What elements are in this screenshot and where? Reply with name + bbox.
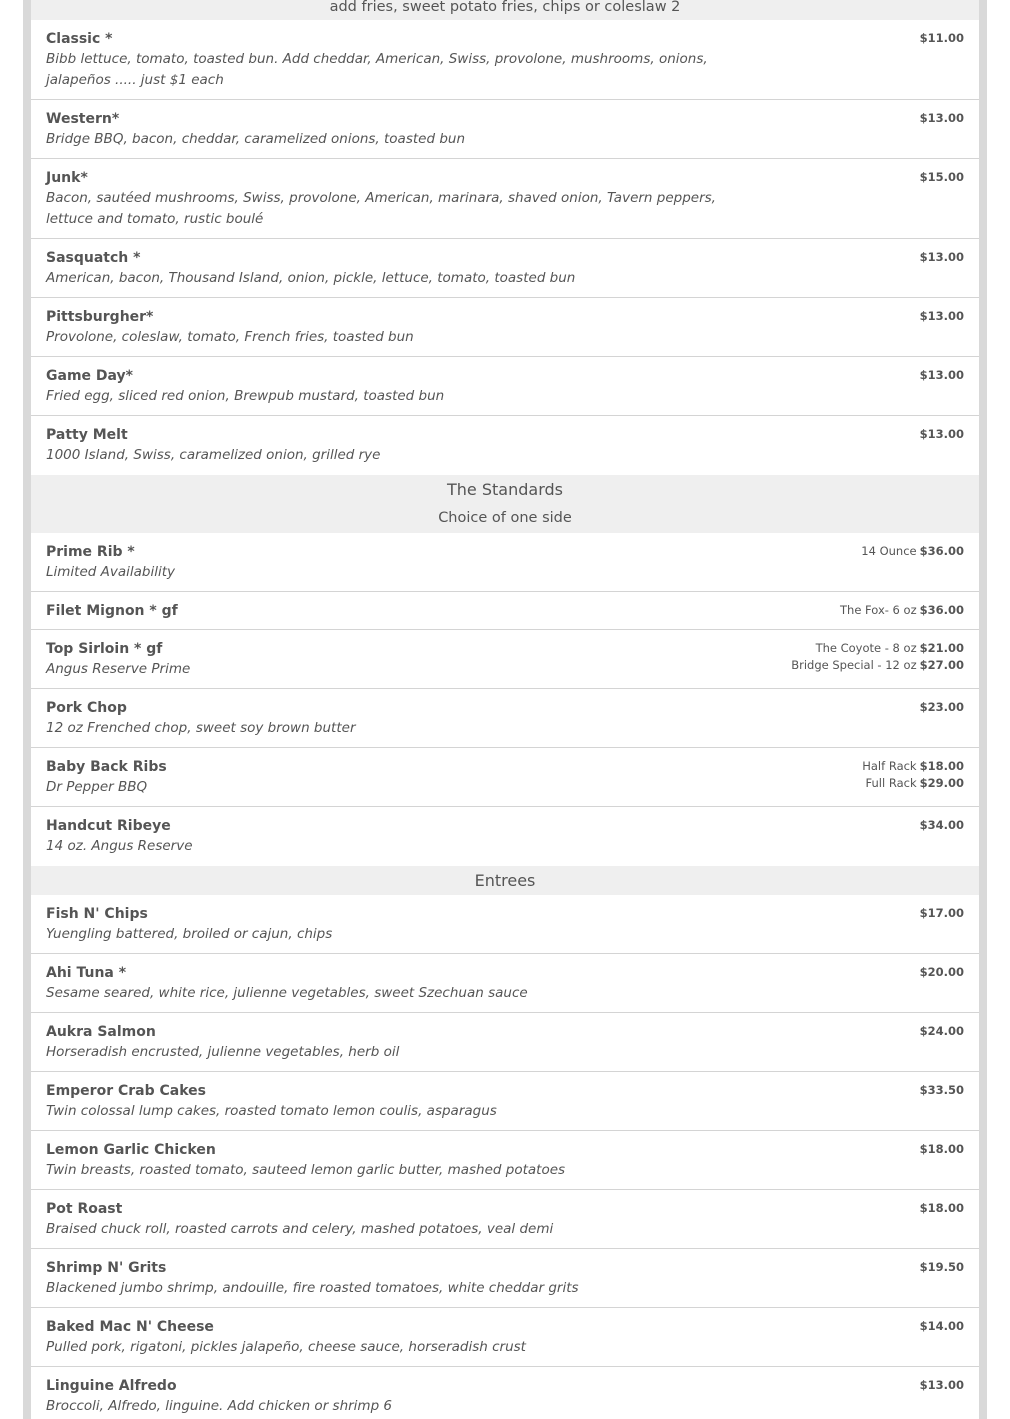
price-amount: $33.50 <box>919 1083 964 1097</box>
menu-item <box>31 357 979 416</box>
item-description: Broccoli, Alfredo, linguine. Add chicken or shrimp 6 <box>46 1398 393 1414</box>
price-amount: $18.00 <box>919 1201 964 1215</box>
price-amount: $18.00 <box>919 1142 964 1156</box>
price-amount: $11.00 <box>919 31 964 45</box>
menu-item <box>31 630 979 689</box>
price-amount: $13.00 <box>919 250 964 264</box>
item-prices <box>920 30 964 47</box>
item-name: Filet Mignon * gf <box>46 603 178 619</box>
price-amount: $27.00 <box>919 658 964 672</box>
price-amount: $23.00 <box>919 700 964 714</box>
menu-item <box>31 1190 979 1249</box>
price-line <box>862 758 964 775</box>
item-description: 12 oz Frenched chop, sweet soy brown butter <box>46 720 356 736</box>
item-prices <box>920 1318 964 1335</box>
burgers-list <box>31 20 979 475</box>
menu-panel <box>31 0 979 1419</box>
price-line <box>840 602 964 619</box>
price-amount: $20.00 <box>919 965 964 979</box>
item-name: Pot Roast <box>46 1201 123 1217</box>
item-prices <box>920 249 964 266</box>
price-amount: $36.00 <box>919 603 964 617</box>
price-amount: $14.00 <box>919 1319 964 1333</box>
price-line <box>920 1023 964 1040</box>
price-amount: $13.00 <box>919 1378 964 1392</box>
item-name: Junk* <box>46 170 88 186</box>
item-prices <box>920 426 964 443</box>
price-label: The Coyote - 8 oz <box>815 641 917 655</box>
item-prices <box>920 1200 964 1217</box>
standards-section-header <box>31 475 979 533</box>
price-amount: $17.00 <box>919 906 964 920</box>
price-amount: $21.00 <box>919 641 964 655</box>
item-description: Limited Availability <box>46 564 176 580</box>
price-amount: $13.00 <box>919 309 964 323</box>
menu-item <box>31 298 979 357</box>
item-prices <box>920 905 964 922</box>
price-line <box>920 249 964 266</box>
price-line <box>920 699 964 716</box>
price-amount: $34.00 <box>919 818 964 832</box>
item-prices <box>920 367 964 384</box>
price-label: Bridge Special - 12 oz <box>791 658 917 672</box>
price-line <box>791 640 964 657</box>
price-line <box>920 1082 964 1099</box>
item-name: Top Sirloin * gf <box>46 641 163 657</box>
price-line <box>920 367 964 384</box>
menu-item <box>31 1131 979 1190</box>
menu-item <box>31 416 979 475</box>
item-name: Emperor Crab Cakes <box>46 1083 206 1099</box>
price-line <box>920 110 964 127</box>
price-line <box>920 1318 964 1335</box>
menu-item <box>31 1072 979 1131</box>
item-prices <box>920 1259 964 1276</box>
item-description: Bridge BBQ, bacon, cheddar, caramelized onions, toasted bun <box>46 131 466 147</box>
price-line <box>920 30 964 47</box>
section-title: Entrees <box>474 871 536 890</box>
item-name: Pittsburgher* <box>46 309 154 325</box>
item-name: Sasquatch * <box>46 250 141 266</box>
price-line <box>920 426 964 443</box>
price-label: The Fox- 6 oz <box>840 603 917 617</box>
standards-list <box>31 533 979 866</box>
section-subtitle: Choice of one side <box>438 510 572 526</box>
item-name: Lemon Garlic Chicken <box>46 1142 216 1158</box>
item-name: Pork Chop <box>46 700 127 716</box>
menu-item <box>31 239 979 298</box>
price-label: 14 Ounce <box>861 544 917 558</box>
price-line <box>920 817 964 834</box>
item-name: Baked Mac N' Cheese <box>46 1319 214 1335</box>
item-description: 14 oz. Angus Reserve <box>46 838 193 854</box>
item-description: Sesame seared, white rice, julienne vegetables, sweet Szechuan sauce <box>46 985 528 1001</box>
price-line <box>920 1377 964 1394</box>
price-amount: $36.00 <box>919 544 964 558</box>
price-line <box>920 964 964 981</box>
item-prices <box>920 964 964 981</box>
item-description: Provolone, coleslaw, tomato, French fries, toasted bun <box>46 329 414 345</box>
price-line <box>920 1200 964 1217</box>
item-prices <box>920 169 964 186</box>
price-amount: $29.00 <box>919 776 964 790</box>
item-prices <box>920 1141 964 1158</box>
item-description: American, bacon, Thousand Island, onion, pickle, lettuce, tomato, toasted bun <box>46 270 576 286</box>
price-amount: $24.00 <box>919 1024 964 1038</box>
price-line <box>862 775 964 792</box>
entrees-list <box>31 895 979 1419</box>
price-line <box>920 905 964 922</box>
entrees-section-header <box>31 866 979 895</box>
item-description: Yuengling battered, broiled or cajun, chips <box>46 926 333 942</box>
price-line <box>920 308 964 325</box>
item-name: Game Day* <box>46 368 133 384</box>
menu-item <box>31 533 979 592</box>
price-line <box>920 1141 964 1158</box>
item-name: Prime Rib * <box>46 544 135 560</box>
item-prices <box>920 308 964 325</box>
item-name: Western* <box>46 111 120 127</box>
section-title: The Standards <box>447 480 563 499</box>
price-label: Half Rack <box>862 759 917 773</box>
sides-note: add fries, sweet potato fries, chips or coleslaw 2 <box>329 0 681 15</box>
item-name: Fish N' Chips <box>46 906 148 922</box>
item-name: Linguine Alfredo <box>46 1378 177 1394</box>
menu-item <box>31 20 979 100</box>
price-amount: $18.00 <box>919 759 964 773</box>
menu-item <box>31 100 979 159</box>
price-line <box>861 543 964 560</box>
item-prices <box>791 640 964 674</box>
item-description: Bibb lettuce, tomato, toasted bun. Add cheddar, American, Swiss, provolone, mushrooms, onions, jalapeños ..... just $1 each <box>46 51 708 88</box>
item-description: Twin colossal lump cakes, roasted tomato lemon coulis, asparagus <box>46 1103 497 1119</box>
item-name: Baby Back Ribs <box>46 759 167 775</box>
menu-item <box>31 592 979 630</box>
menu-item <box>31 807 979 866</box>
item-description: Horseradish encrusted, julienne vegetables, herb oil <box>46 1044 400 1060</box>
item-description: Braised chuck roll, roasted carrots and celery, mashed potatoes, veal demi <box>46 1221 554 1237</box>
price-line <box>920 1259 964 1276</box>
item-prices <box>920 110 964 127</box>
item-description: Pulled pork, rigatoni, pickles jalapeño, cheese sauce, horseradish crust <box>46 1339 526 1355</box>
menu-item <box>31 1308 979 1367</box>
menu-item <box>31 748 979 807</box>
item-name: Patty Melt <box>46 427 128 443</box>
item-description: Dr Pepper BBQ <box>46 779 148 795</box>
price-amount: $13.00 <box>919 111 964 125</box>
menu-item <box>31 954 979 1013</box>
item-description: Angus Reserve Prime <box>46 661 191 677</box>
price-line <box>791 657 964 674</box>
menu-item <box>31 1013 979 1072</box>
price-line <box>920 169 964 186</box>
item-name: Ahi Tuna * <box>46 965 127 981</box>
item-prices <box>920 1023 964 1040</box>
item-description: Fried egg, sliced red onion, Brewpub mustard, toasted bun <box>46 388 445 404</box>
menu-item <box>31 159 979 239</box>
item-name: Classic * <box>46 31 113 47</box>
menu-item <box>31 1367 979 1419</box>
price-amount: $13.00 <box>919 368 964 382</box>
price-amount: $13.00 <box>919 427 964 441</box>
item-name: Shrimp N' Grits <box>46 1260 167 1276</box>
price-amount: $19.50 <box>919 1260 964 1274</box>
menu-item <box>31 689 979 748</box>
menu-item <box>31 1249 979 1308</box>
item-prices <box>920 699 964 716</box>
item-name: Handcut Ribeye <box>46 818 171 834</box>
item-prices <box>920 1377 964 1394</box>
price-label: Full Rack <box>865 776 917 790</box>
item-description: Bacon, sautéed mushrooms, Swiss, provolone, American, marinara, shaved onion, Tavern peppers, lettuce and tomato, rustic boulé <box>46 190 716 227</box>
burgers-section-header <box>31 0 979 20</box>
item-description: 1000 Island, Swiss, caramelized onion, grilled rye <box>46 447 381 463</box>
item-prices <box>840 602 964 619</box>
item-prices <box>862 758 964 792</box>
menu-item <box>31 895 979 954</box>
item-prices <box>861 543 964 560</box>
price-amount: $15.00 <box>919 170 964 184</box>
item-description: Blackened jumbo shrimp, andouille, fire roasted tomatoes, white cheddar grits <box>46 1280 579 1296</box>
item-description: Twin breasts, roasted tomato, sauteed lemon garlic butter, mashed potatoes <box>46 1162 566 1178</box>
item-prices <box>920 817 964 834</box>
item-prices <box>920 1082 964 1099</box>
item-name: Aukra Salmon <box>46 1024 156 1040</box>
